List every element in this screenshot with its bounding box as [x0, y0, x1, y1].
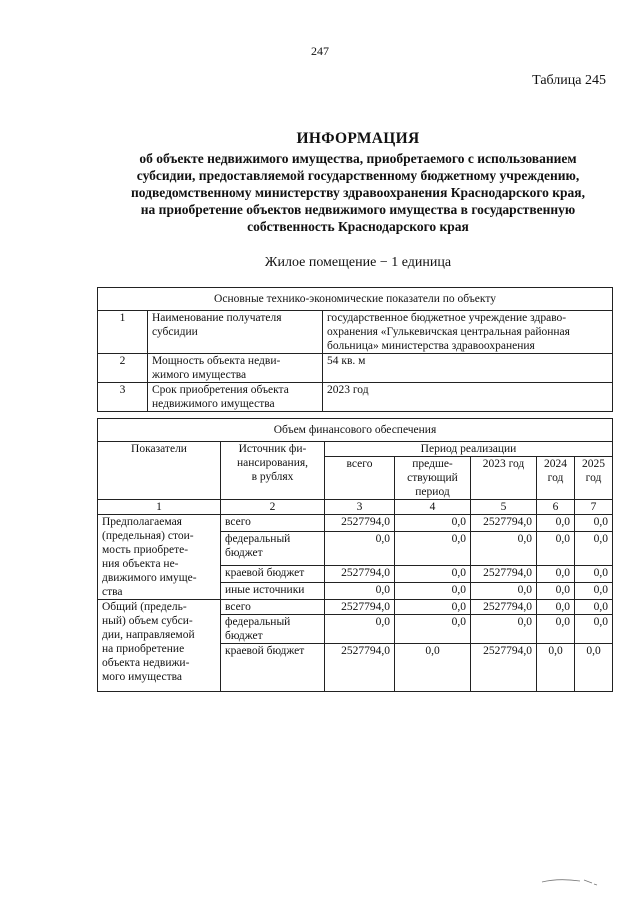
value-cell: 0,0	[325, 582, 395, 599]
source-cell: иные источники	[221, 582, 325, 599]
column-number-row	[98, 500, 613, 515]
text-line: ния объекта не-	[102, 558, 179, 570]
text-line: Наименование получателя	[152, 312, 282, 324]
value-cell: 2527794,0	[325, 644, 395, 692]
text-line: объекта недвижи-	[102, 657, 190, 669]
document-title: ИНФОРМАЦИЯ	[296, 130, 420, 147]
column-header-source	[221, 442, 325, 500]
subtitle-line: на приобретение объектов недвижимого имущества в государственную	[140, 202, 576, 217]
value-cell: 2527794,0	[325, 515, 395, 532]
table-row	[98, 515, 613, 532]
text-line: предше-	[412, 458, 453, 470]
page-number: 247	[311, 44, 329, 58]
row-number: 1	[98, 311, 148, 354]
text-line: субсидии	[152, 326, 198, 338]
column-header-prior	[395, 457, 471, 500]
value-cell: 0,0	[395, 582, 471, 599]
text-line: ный) объем субси-	[102, 615, 193, 627]
text-line: ства	[102, 586, 123, 598]
value-cell: 0,0	[471, 615, 537, 644]
table-label: Таблица 245	[532, 73, 606, 88]
text-line: движимого имуще-	[102, 572, 197, 584]
value-cell: 0,0	[325, 532, 395, 565]
value-cell: 0,0	[575, 615, 613, 644]
text-line: на приобретение	[102, 643, 185, 655]
value-cell: 0,0	[395, 644, 471, 692]
indicator-value: 54 кв. м	[323, 354, 613, 383]
text-line: 2024	[544, 458, 567, 470]
column-header-2024	[537, 457, 575, 500]
value-cell: 0,0	[471, 532, 537, 565]
column-header-total: всего	[325, 457, 395, 500]
value-cell: 2527794,0	[471, 600, 537, 615]
source-cell: всего	[221, 515, 325, 532]
value-cell: 0,0	[537, 532, 575, 565]
text-line: недвижимого имущества	[152, 398, 275, 410]
indicator-name	[148, 383, 323, 412]
column-header-2023: 2023 год	[471, 457, 537, 500]
text-line: Срок приобретения объекта	[152, 384, 289, 396]
text-line: ствующий	[407, 472, 458, 484]
document-subtitle	[104, 150, 612, 235]
column-number: 3	[325, 500, 395, 515]
column-number: 7	[575, 500, 613, 515]
value-cell: 0,0	[537, 515, 575, 532]
value-cell: 0,0	[537, 615, 575, 644]
text-line: дии, направляемой	[102, 629, 195, 641]
indicator-value	[323, 311, 613, 354]
value-cell: 2527794,0	[471, 565, 537, 582]
column-header-period: Период реализации	[325, 442, 613, 457]
indicator-value: 2023 год	[323, 383, 613, 412]
indicators-table	[97, 287, 613, 412]
text-line: 2025	[582, 458, 605, 470]
value-cell: 0,0	[471, 582, 537, 599]
subtitle-line: субсидии, предоставляемой государственному бюджетному учреждению,	[136, 168, 580, 183]
value-cell: 0,0	[575, 515, 613, 532]
text-line: нансирования,	[236, 457, 309, 469]
text-line: в рублях	[251, 471, 294, 483]
text-line: год	[585, 472, 602, 484]
text-line: бюджет	[225, 547, 263, 560]
text-line: период	[415, 486, 450, 498]
subtitle-line: собственность Краснодарского края	[247, 219, 469, 234]
source-cell: краевой бюджет	[221, 565, 325, 582]
column-number: 1	[98, 500, 221, 515]
value-cell: 2527794,0	[325, 600, 395, 615]
value-cell: 2527794,0	[471, 644, 537, 692]
text-line: мость приобрете-	[102, 544, 189, 556]
value-cell: 0,0	[325, 615, 395, 644]
value-cell: 0,0	[395, 532, 471, 565]
source-cell: всего	[221, 600, 325, 615]
text-line: Общий (предель-	[102, 601, 187, 613]
text-line: федеральный	[225, 533, 291, 546]
unit-line: Жилое помещение − 1 единица	[264, 255, 452, 270]
group-label-subsidy-volume	[98, 600, 221, 692]
value-cell: 0,0	[537, 600, 575, 615]
source-cell	[221, 615, 325, 644]
column-header-2025	[575, 457, 613, 500]
column-number: 2	[221, 500, 325, 515]
value-cell: 0,0	[537, 644, 575, 692]
column-number: 6	[537, 500, 575, 515]
table-row	[98, 600, 613, 615]
text-line: год	[547, 472, 564, 484]
table-row	[98, 311, 613, 354]
finance-header: Объем финансового обеспечения	[98, 419, 613, 442]
column-number: 5	[471, 500, 537, 515]
indicators-header: Основные технико-экономические показатели по объекту	[98, 288, 613, 311]
value-cell: 2527794,0	[325, 565, 395, 582]
text-line: (предельная) стои-	[102, 530, 194, 542]
text-line: больница» министерства здравоохранения	[327, 340, 535, 352]
indicator-name	[148, 354, 323, 383]
value-cell: 0,0	[575, 565, 613, 582]
text-line: охранения «Гулькевичская центральная районная	[327, 326, 570, 338]
table-row	[98, 354, 613, 383]
indicator-name	[148, 311, 323, 354]
value-cell: 0,0	[395, 565, 471, 582]
row-number: 2	[98, 354, 148, 383]
subtitle-line: подведомственному министерству здравоохранения Краснодарского края,	[131, 185, 585, 200]
scan-mark	[540, 876, 598, 886]
value-cell: 0,0	[575, 600, 613, 615]
text-line: Предполагаемая	[102, 516, 182, 528]
text-line: жимого имущества	[152, 369, 247, 381]
value-cell: 0,0	[395, 600, 471, 615]
value-cell: 2527794,0	[471, 515, 537, 532]
text-line: федеральный	[225, 616, 291, 628]
value-cell: 0,0	[575, 532, 613, 565]
column-number: 4	[395, 500, 471, 515]
value-cell: 0,0	[537, 582, 575, 599]
value-cell: 0,0	[575, 582, 613, 599]
value-cell: 0,0	[575, 644, 613, 692]
value-cell: 0,0	[395, 515, 471, 532]
text-line: государственное бюджетное учреждение здраво-	[327, 312, 567, 324]
finance-table	[97, 418, 613, 692]
source-cell: краевой бюджет	[221, 644, 325, 692]
text-line: Мощность объекта недви-	[152, 355, 281, 367]
row-number: 3	[98, 383, 148, 412]
text-line: Источник фи-	[238, 443, 307, 455]
text-line: мого имущества	[102, 671, 183, 683]
source-cell	[221, 532, 325, 565]
value-cell: 0,0	[395, 615, 471, 644]
value-cell: 0,0	[537, 565, 575, 582]
text-line: бюджет	[225, 630, 263, 642]
subtitle-line: об объекте недвижимого имущества, приобретаемого с использованием	[139, 151, 577, 166]
group-label-estimated-cost	[98, 515, 221, 600]
table-row	[98, 383, 613, 412]
column-header-indicators: Показатели	[98, 442, 221, 500]
